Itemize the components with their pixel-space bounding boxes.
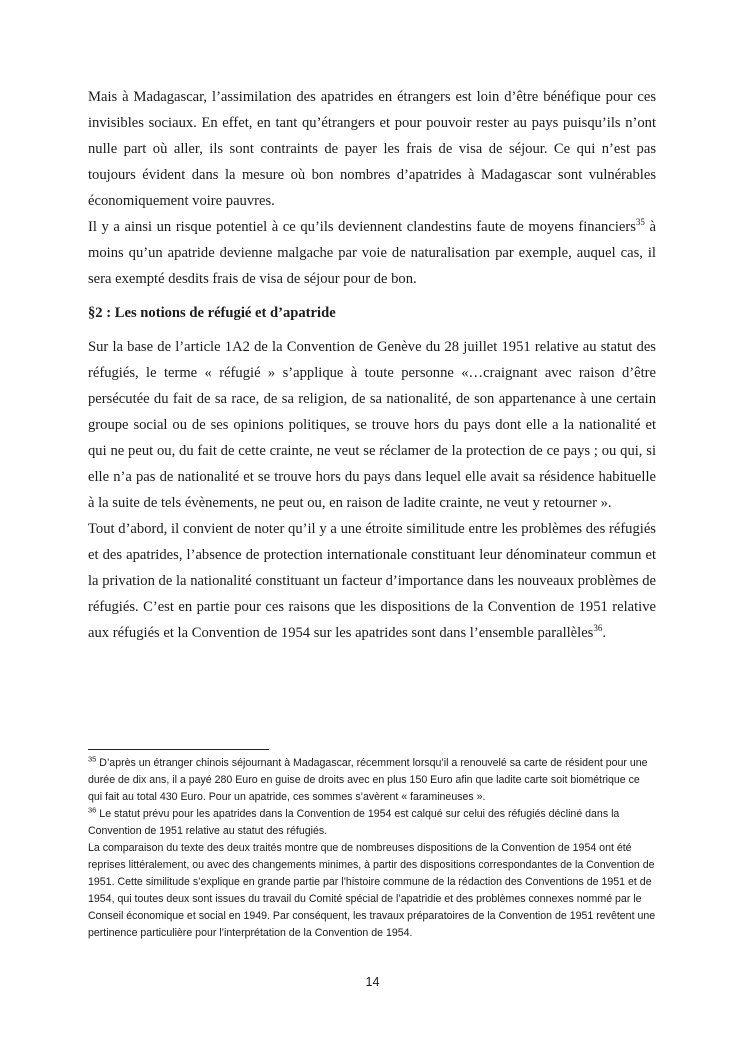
footnote-36-text: Le statut prévu pour les apatrides dans la Convention de 1954 est calqué sur celui des réfugiés décliné dans la Convention de 1951 relative au statut des réfugiés.: [88, 808, 620, 837]
footnotes: [88, 755, 656, 942]
paragraph-risk-text: Il y a ainsi un risque potentiel à ce qu’ils deviennent clandestins faute de moyens financiers: [88, 219, 636, 235]
paragraph-risk: [88, 214, 656, 292]
footnote-36-continuation: La comparaison du texte des deux traités montre que de nombreuses dispositions de la Convention de 1954 ont été reprises littéralement, ou avec des changements minimes, à partir des dispositions correspondantes de la Convention de 1951. Cette similitude s’explique en grande partie par l’histoire commune de la rédaction des Conventions de 1951 et de 1954, qui toutes deux sont issues du travail du Comité spécial de l’apatridie et des problèmes connexes nommé par le Conseil économique et social en 1949. Par conséquent, les travaux préparatoires de la Convention de 1951 revêtent une pertinence particulière pour l’interprétation de la Convention de 1954.: [88, 842, 656, 939]
paragraph-intro: Mais à Madagascar, l’assimilation des apatrides en étrangers est loin d’être bénéfique pour ces invisibles sociaux. En effet, en tant qu’étrangers et pour pouvoir rester au pays puisqu’ils n’ont nulle part où aller, ils sont contraints de payer les frais de visa de séjour. Ce qui n’est pas toujours évident dans la mesure où bon nombres d’apatrides à Madagascar sont vulnérables économiquement voire pauvres.: [88, 89, 656, 209]
footnote-35-text: D’après un étranger chinois séjournant à Madagascar, récemment lorsqu’il a renouvelé sa carte de résident pour une durée de dix ans, il a payé 280 Euro en guise de droits avec en plus 150 Euro afin que ladite carte soit biométrique ce qui fait au total 430 Euro. Pour un apatride, ces sommes s’avèrent « faramineuses ».: [88, 757, 648, 803]
paragraph-risk-continuation: à moins qu’un apatride devienne malgache par voie de naturalisation par exemple, auquel cas, il sera exempté desdits frais de visa de séjour pour de bon.: [88, 219, 656, 287]
footnote-separator: [88, 749, 269, 750]
paragraph-similarity-end: .: [602, 625, 607, 641]
footnote-ref-36[interactable]: 36: [593, 623, 603, 634]
footnote-36: [88, 806, 656, 840]
body-text: [88, 84, 656, 646]
footnote-number-35: 35: [88, 754, 97, 764]
footnote-number-36: 36: [88, 805, 97, 815]
paragraph-similarity-text: Tout d’abord, il convient de noter qu’il y a une étroite similitude entre les problèmes des réfugiés et des apatrides, l’absence de protection internationale constituant leur dénominateur commun et la privation de la nationalité constituant un facteur d’importance dans les nouveaux problèmes de réfugiés. C’est en partie pour ces raisons que les dispositions de la Convention de 1951 relative aux réfugiés et la Convention de 1954 sur les apatrides sont dans l’ensemble parallèles: [88, 521, 656, 641]
paragraph-refugee-definition: Sur la base de l’article 1A2 de la Convention de Genève du 28 juillet 1951 relative au statut des réfugiés, le terme « réfugié » s’applique à toute personne «…craignant avec raison d’être persécutée du fait de sa race, de sa religion, de sa nationalité, de son appartenance à une certain groupe social ou de ses opinions politiques, se trouve hors du pays dont elle a la nationalité et qui ne peut ou, du fait de cette crainte, ne veut se réclamer de la protection de ce pays ; ou qui, si elle n’a pas de nationalité et se trouve hors du pays dans lequel elle avait sa résidence habituelle à la suite de tels évènements, ne peut ou, en raison de ladite crainte, ne veut y retourner ».: [88, 339, 656, 511]
footnote-ref-35[interactable]: 35: [635, 217, 645, 228]
paragraph-similarity: [88, 516, 656, 646]
page-number: 14: [365, 975, 380, 989]
footnote-35: [88, 755, 656, 806]
section-heading: §2 : Les notions de réfugié et d’apatride: [88, 305, 336, 321]
